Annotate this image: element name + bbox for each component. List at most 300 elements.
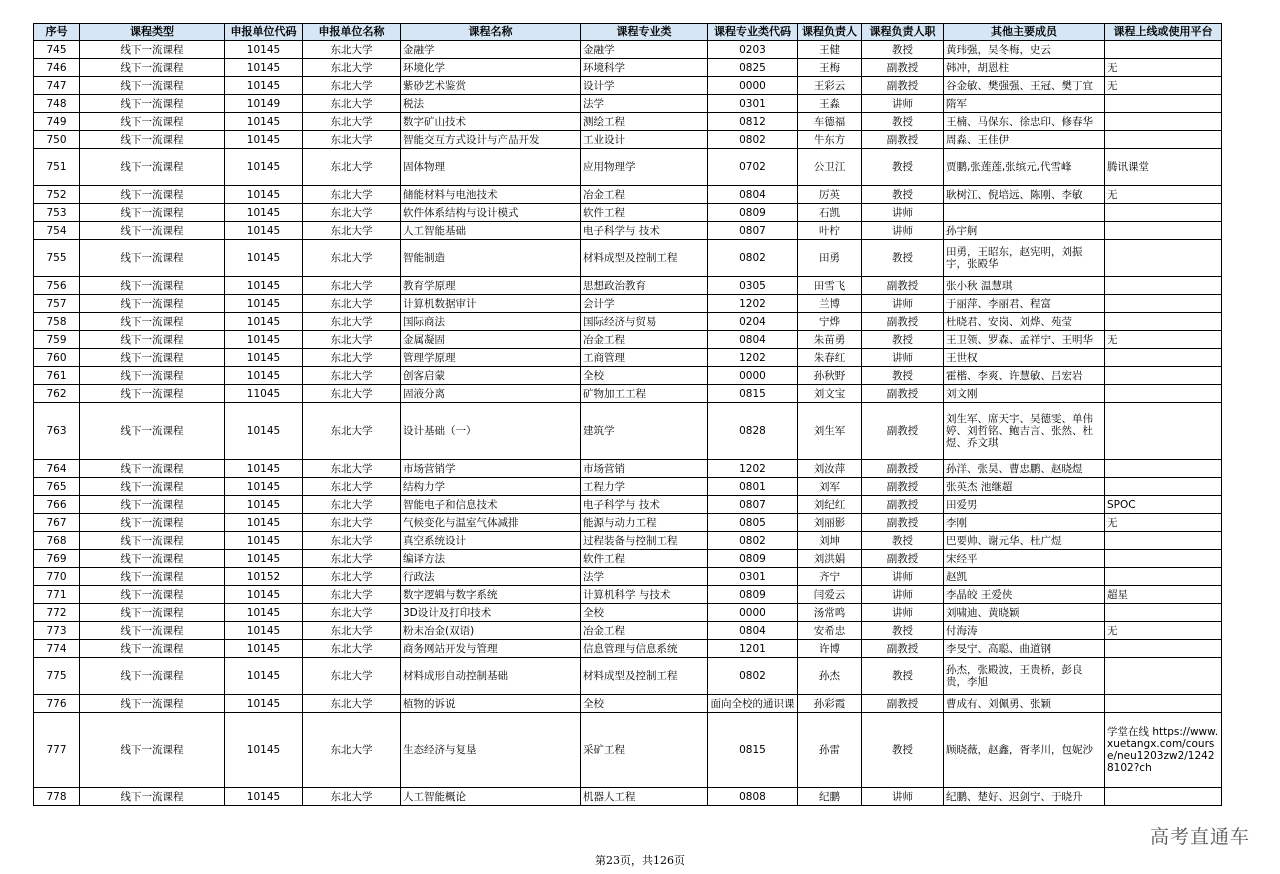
other-members-cell: 孙杰，张殿波，王贵桥，彭良贵，李旭 xyxy=(944,658,1105,695)
platform-cell xyxy=(1105,204,1222,222)
table-row xyxy=(34,460,1222,478)
col-header: 课程类型 xyxy=(80,24,225,41)
major-code-cell: 0802 xyxy=(708,532,798,550)
course-major-cell: 会计学 xyxy=(581,295,708,313)
course-type-cell: 线下一流课程 xyxy=(80,59,225,77)
row-number-cell: 754 xyxy=(34,222,80,240)
row-number-cell: 772 xyxy=(34,604,80,622)
course-lead-cell: 叶柠 xyxy=(798,222,862,240)
unit-code-cell: 10145 xyxy=(225,550,303,568)
lead-title-cell: 讲师 xyxy=(862,349,944,367)
col-header: 申报单位代码 xyxy=(225,24,303,41)
course-major-cell: 冶金工程 xyxy=(581,186,708,204)
lead-title-cell: 教授 xyxy=(862,331,944,349)
other-members-cell: 王楠、马保东、徐忠印、修春华 xyxy=(944,113,1105,131)
course-lead-cell: 王健 xyxy=(798,41,862,59)
course-type-cell: 线下一流课程 xyxy=(80,149,225,186)
course-lead-cell: 刘军 xyxy=(798,478,862,496)
other-members-cell: 顾晓薇，赵鑫，胥孝川，包妮沙 xyxy=(944,713,1105,788)
row-number-cell: 775 xyxy=(34,658,80,695)
course-type-cell: 线下一流课程 xyxy=(80,222,225,240)
row-number-cell: 757 xyxy=(34,295,80,313)
course-major-cell: 测绘工程 xyxy=(581,113,708,131)
unit-code-cell: 10145 xyxy=(225,277,303,295)
other-members-cell: 王世权 xyxy=(944,349,1105,367)
unit-name-cell: 东北大学 xyxy=(303,640,401,658)
lead-title-cell: 教授 xyxy=(862,41,944,59)
course-lead-cell: 石凯 xyxy=(798,204,862,222)
unit-code-cell: 10145 xyxy=(225,403,303,460)
platform-cell xyxy=(1105,349,1222,367)
row-number-cell: 750 xyxy=(34,131,80,149)
unit-code-cell: 10145 xyxy=(225,658,303,695)
other-members-cell: 宋经平 xyxy=(944,550,1105,568)
row-number-cell: 768 xyxy=(34,532,80,550)
major-code-cell: 0808 xyxy=(708,788,798,806)
major-code-cell: 1201 xyxy=(708,640,798,658)
course-name-cell: 真空系统设计 xyxy=(401,532,581,550)
major-code-cell: 0802 xyxy=(708,658,798,695)
major-code-cell: 0807 xyxy=(708,222,798,240)
table-row xyxy=(34,695,1222,713)
major-code-cell: 面向全校的通识课 xyxy=(708,695,798,713)
lead-title-cell: 副教授 xyxy=(862,496,944,514)
platform-cell xyxy=(1105,695,1222,713)
course-type-cell: 线下一流课程 xyxy=(80,41,225,59)
course-type-cell: 线下一流课程 xyxy=(80,331,225,349)
unit-name-cell: 东北大学 xyxy=(303,385,401,403)
table-row xyxy=(34,550,1222,568)
row-number-cell: 764 xyxy=(34,460,80,478)
table-row xyxy=(34,222,1222,240)
major-code-cell: 0825 xyxy=(708,59,798,77)
unit-code-cell: 10145 xyxy=(225,41,303,59)
table-row xyxy=(34,131,1222,149)
row-number-cell: 770 xyxy=(34,568,80,586)
course-major-cell: 冶金工程 xyxy=(581,331,708,349)
course-type-cell: 线下一流课程 xyxy=(80,349,225,367)
course-type-cell: 线下一流课程 xyxy=(80,385,225,403)
unit-name-cell: 东北大学 xyxy=(303,403,401,460)
major-code-cell: 0301 xyxy=(708,95,798,113)
platform-cell: 无 xyxy=(1105,331,1222,349)
other-members-cell: 曹成有、刘佩勇、张颖 xyxy=(944,695,1105,713)
table-row xyxy=(34,532,1222,550)
course-lead-cell: 宁烨 xyxy=(798,313,862,331)
platform-cell: SPOC xyxy=(1105,496,1222,514)
other-members-cell: 黄玮强，吴冬梅，史云 xyxy=(944,41,1105,59)
course-name-cell: 紫砂艺术鉴赏 xyxy=(401,77,581,95)
course-type-cell: 线下一流课程 xyxy=(80,658,225,695)
course-lead-cell: 纪鹏 xyxy=(798,788,862,806)
other-members-cell: 刘生军、席天宇、吴德雯、单伟婷、刘哲铭、鲍吉言、张然、杜煜、乔文琪 xyxy=(944,403,1105,460)
unit-name-cell: 东北大学 xyxy=(303,658,401,695)
row-number-cell: 773 xyxy=(34,622,80,640)
unit-code-cell: 10145 xyxy=(225,113,303,131)
course-name-cell: 人工智能概论 xyxy=(401,788,581,806)
course-name-cell: 3D设计及打印技术 xyxy=(401,604,581,622)
platform-cell: 无 xyxy=(1105,514,1222,532)
unit-name-cell: 东北大学 xyxy=(303,295,401,313)
unit-name-cell: 东北大学 xyxy=(303,713,401,788)
unit-code-cell: 10145 xyxy=(225,496,303,514)
unit-name-cell: 东北大学 xyxy=(303,222,401,240)
course-major-cell: 工业设计 xyxy=(581,131,708,149)
unit-name-cell: 东北大学 xyxy=(303,331,401,349)
unit-code-cell: 10145 xyxy=(225,186,303,204)
lead-title-cell: 教授 xyxy=(862,532,944,550)
course-lead-cell: 厉英 xyxy=(798,186,862,204)
course-lead-cell: 牛东方 xyxy=(798,131,862,149)
platform-cell xyxy=(1105,568,1222,586)
unit-name-cell: 东北大学 xyxy=(303,568,401,586)
course-major-cell: 矿物加工工程 xyxy=(581,385,708,403)
course-name-cell: 金融学 xyxy=(401,41,581,59)
course-lead-cell: 孙彩霞 xyxy=(798,695,862,713)
course-name-cell: 环境化学 xyxy=(401,59,581,77)
lead-title-cell: 教授 xyxy=(862,367,944,385)
course-name-cell: 植物的诉说 xyxy=(401,695,581,713)
unit-code-cell: 10145 xyxy=(225,586,303,604)
unit-code-cell: 10145 xyxy=(225,640,303,658)
table-row xyxy=(34,41,1222,59)
course-type-cell: 线下一流课程 xyxy=(80,550,225,568)
unit-name-cell: 东北大学 xyxy=(303,59,401,77)
table-row xyxy=(34,77,1222,95)
major-code-cell: 0809 xyxy=(708,586,798,604)
col-header: 其他主要成员 xyxy=(944,24,1105,41)
platform-cell xyxy=(1105,113,1222,131)
unit-code-cell: 10145 xyxy=(225,349,303,367)
unit-name-cell: 东北大学 xyxy=(303,496,401,514)
course-major-cell: 国际经济与贸易 xyxy=(581,313,708,331)
course-type-cell: 线下一流课程 xyxy=(80,113,225,131)
major-code-cell: 0809 xyxy=(708,550,798,568)
course-lead-cell: 车德福 xyxy=(798,113,862,131)
col-header: 序号 xyxy=(34,24,80,41)
course-major-cell: 过程装备与控制工程 xyxy=(581,532,708,550)
lead-title-cell: 副教授 xyxy=(862,640,944,658)
row-number-cell: 758 xyxy=(34,313,80,331)
unit-code-cell: 10145 xyxy=(225,367,303,385)
table-row xyxy=(34,622,1222,640)
other-members-cell: 赵凯 xyxy=(944,568,1105,586)
course-lead-cell: 朱春红 xyxy=(798,349,862,367)
major-code-cell: 0812 xyxy=(708,113,798,131)
course-lead-cell: 安希忠 xyxy=(798,622,862,640)
table-row xyxy=(34,640,1222,658)
lead-title-cell: 讲师 xyxy=(862,586,944,604)
table-row xyxy=(34,403,1222,460)
major-code-cell: 0809 xyxy=(708,204,798,222)
lead-title-cell: 讲师 xyxy=(862,568,944,586)
course-name-cell: 软件体系结构与设计模式 xyxy=(401,204,581,222)
course-name-cell: 粉末冶金(双语) xyxy=(401,622,581,640)
lead-title-cell: 讲师 xyxy=(862,204,944,222)
table-row xyxy=(34,149,1222,186)
course-lead-cell: 孙雷 xyxy=(798,713,862,788)
course-lead-cell: 刘文宝 xyxy=(798,385,862,403)
col-header: 课程专业类代码 xyxy=(708,24,798,41)
platform-cell xyxy=(1105,550,1222,568)
lead-title-cell: 副教授 xyxy=(862,550,944,568)
unit-name-cell: 东北大学 xyxy=(303,514,401,532)
unit-code-cell: 10145 xyxy=(225,532,303,550)
course-type-cell: 线下一流课程 xyxy=(80,403,225,460)
unit-code-cell: 10145 xyxy=(225,222,303,240)
row-number-cell: 759 xyxy=(34,331,80,349)
unit-code-cell: 10145 xyxy=(225,713,303,788)
table-row xyxy=(34,95,1222,113)
major-code-cell: 0804 xyxy=(708,622,798,640)
lead-title-cell: 讲师 xyxy=(862,604,944,622)
row-number-cell: 746 xyxy=(34,59,80,77)
table-row xyxy=(34,658,1222,695)
course-name-cell: 计算机数据审计 xyxy=(401,295,581,313)
course-type-cell: 线下一流课程 xyxy=(80,186,225,204)
table-row xyxy=(34,367,1222,385)
platform-cell xyxy=(1105,295,1222,313)
course-lead-cell: 公卫江 xyxy=(798,149,862,186)
row-number-cell: 774 xyxy=(34,640,80,658)
platform-cell: 无 xyxy=(1105,622,1222,640)
other-members-cell: 付海涛 xyxy=(944,622,1105,640)
lead-title-cell: 副教授 xyxy=(862,77,944,95)
row-number-cell: 756 xyxy=(34,277,80,295)
course-major-cell: 机器人工程 xyxy=(581,788,708,806)
major-code-cell: 1202 xyxy=(708,460,798,478)
row-number-cell: 771 xyxy=(34,586,80,604)
unit-code-cell: 10145 xyxy=(225,478,303,496)
table-row xyxy=(34,313,1222,331)
other-members-cell: 纪鹏、楚好、迟剑宁、于晓升 xyxy=(944,788,1105,806)
unit-code-cell: 10145 xyxy=(225,240,303,277)
unit-code-cell: 10145 xyxy=(225,131,303,149)
other-members-cell: 隋军 xyxy=(944,95,1105,113)
table-row xyxy=(34,295,1222,313)
course-lead-cell: 齐宁 xyxy=(798,568,862,586)
row-number-cell: 766 xyxy=(34,496,80,514)
lead-title-cell: 副教授 xyxy=(862,277,944,295)
lead-title-cell: 副教授 xyxy=(862,385,944,403)
unit-name-cell: 东北大学 xyxy=(303,550,401,568)
row-number-cell: 777 xyxy=(34,713,80,788)
course-major-cell: 工程力学 xyxy=(581,478,708,496)
other-members-cell: 巴要帅、谢元华、杜广煜 xyxy=(944,532,1105,550)
course-name-cell: 固体物理 xyxy=(401,149,581,186)
other-members-cell: 刘啸迪、黄晓颖 xyxy=(944,604,1105,622)
col-header: 申报单位名称 xyxy=(303,24,401,41)
col-header: 课程名称 xyxy=(401,24,581,41)
course-name-cell: 行政法 xyxy=(401,568,581,586)
other-members-cell: 贾鹏,张莲莲,张缤元,代雪峰 xyxy=(944,149,1105,186)
course-lead-cell: 王彩云 xyxy=(798,77,862,95)
table-row xyxy=(34,568,1222,586)
major-code-cell: 0203 xyxy=(708,41,798,59)
unit-name-cell: 东北大学 xyxy=(303,131,401,149)
course-major-cell: 冶金工程 xyxy=(581,622,708,640)
course-major-cell: 电子科学与 技术 xyxy=(581,496,708,514)
platform-cell: 腾讯课堂 xyxy=(1105,149,1222,186)
course-major-cell: 能源与动力工程 xyxy=(581,514,708,532)
table-row xyxy=(34,331,1222,349)
other-members-cell: 田勇，王昭东，赵宪明，刘振宇，张殿华 xyxy=(944,240,1105,277)
table-row xyxy=(34,788,1222,806)
lead-title-cell: 教授 xyxy=(862,713,944,788)
course-lead-cell: 汤常鸣 xyxy=(798,604,862,622)
table-row xyxy=(34,240,1222,277)
major-code-cell: 0000 xyxy=(708,367,798,385)
unit-code-cell: 10145 xyxy=(225,695,303,713)
course-table xyxy=(33,23,1222,806)
course-name-cell: 编译方法 xyxy=(401,550,581,568)
course-name-cell: 税法 xyxy=(401,95,581,113)
course-lead-cell: 朱苗勇 xyxy=(798,331,862,349)
major-code-cell: 0305 xyxy=(708,277,798,295)
unit-code-cell: 10149 xyxy=(225,95,303,113)
other-members-cell: 孙宇舸 xyxy=(944,222,1105,240)
platform-cell: 学堂在线 https://www.xuetangx.com/course/neu1203zw2/12428102?ch xyxy=(1105,713,1222,788)
course-major-cell: 工商管理 xyxy=(581,349,708,367)
course-name-cell: 数字逻辑与数字系统 xyxy=(401,586,581,604)
course-type-cell: 线下一流课程 xyxy=(80,568,225,586)
course-lead-cell: 许博 xyxy=(798,640,862,658)
row-number-cell: 748 xyxy=(34,95,80,113)
course-type-cell: 线下一流课程 xyxy=(80,586,225,604)
course-lead-cell: 田雪飞 xyxy=(798,277,862,295)
other-members-cell: 王卫领、罗森、孟祥宁、王明华 xyxy=(944,331,1105,349)
course-type-cell: 线下一流课程 xyxy=(80,460,225,478)
major-code-cell: 0805 xyxy=(708,514,798,532)
course-lead-cell: 王梅 xyxy=(798,59,862,77)
course-lead-cell: 孙秋野 xyxy=(798,367,862,385)
platform-cell xyxy=(1105,277,1222,295)
course-major-cell: 设计学 xyxy=(581,77,708,95)
major-code-cell: 0807 xyxy=(708,496,798,514)
course-lead-cell: 刘丽影 xyxy=(798,514,862,532)
lead-title-cell: 副教授 xyxy=(862,313,944,331)
platform-cell: 无 xyxy=(1105,59,1222,77)
course-lead-cell: 刘纪红 xyxy=(798,496,862,514)
major-code-cell: 0802 xyxy=(708,131,798,149)
major-code-cell: 1202 xyxy=(708,349,798,367)
major-code-cell: 0000 xyxy=(708,77,798,95)
lead-title-cell: 教授 xyxy=(862,658,944,695)
row-number-cell: 767 xyxy=(34,514,80,532)
major-code-cell: 0802 xyxy=(708,240,798,277)
course-name-cell: 结构力学 xyxy=(401,478,581,496)
platform-cell xyxy=(1105,478,1222,496)
row-number-cell: 765 xyxy=(34,478,80,496)
unit-name-cell: 东北大学 xyxy=(303,204,401,222)
course-name-cell: 气候变化与温室气体减排 xyxy=(401,514,581,532)
course-lead-cell: 刘汝萍 xyxy=(798,460,862,478)
course-lead-cell: 田勇 xyxy=(798,240,862,277)
course-lead-cell: 孙杰 xyxy=(798,658,862,695)
platform-cell xyxy=(1105,367,1222,385)
course-type-cell: 线下一流课程 xyxy=(80,367,225,385)
unit-name-cell: 东北大学 xyxy=(303,532,401,550)
course-type-cell: 线下一流课程 xyxy=(80,277,225,295)
major-code-cell: 1202 xyxy=(708,295,798,313)
col-header: 课程负责人 xyxy=(798,24,862,41)
lead-title-cell: 教授 xyxy=(862,186,944,204)
other-members-cell: 霍楷、李爽、许慧敏、吕宏岩 xyxy=(944,367,1105,385)
platform-cell xyxy=(1105,604,1222,622)
row-number-cell: 776 xyxy=(34,695,80,713)
unit-name-cell: 东北大学 xyxy=(303,240,401,277)
major-code-cell: 0815 xyxy=(708,385,798,403)
course-type-cell: 线下一流课程 xyxy=(80,713,225,788)
major-code-cell: 0204 xyxy=(708,313,798,331)
course-type-cell: 线下一流课程 xyxy=(80,204,225,222)
course-lead-cell: 刘坤 xyxy=(798,532,862,550)
major-code-cell: 0000 xyxy=(708,604,798,622)
platform-cell xyxy=(1105,41,1222,59)
unit-name-cell: 东北大学 xyxy=(303,604,401,622)
table-row xyxy=(34,277,1222,295)
course-lead-cell: 刘洪娟 xyxy=(798,550,862,568)
course-type-cell: 线下一流课程 xyxy=(80,604,225,622)
row-number-cell: 749 xyxy=(34,113,80,131)
course-major-cell: 材料成型及控制工程 xyxy=(581,658,708,695)
col-header: 课程负责人职 xyxy=(862,24,944,41)
course-type-cell: 线下一流课程 xyxy=(80,622,225,640)
platform-cell xyxy=(1105,131,1222,149)
unit-name-cell: 东北大学 xyxy=(303,622,401,640)
page-footer: 第23页，共126页 xyxy=(595,854,685,867)
platform-cell xyxy=(1105,460,1222,478)
unit-name-cell: 东北大学 xyxy=(303,460,401,478)
course-name-cell: 生态经济与复垦 xyxy=(401,713,581,788)
unit-code-cell: 10145 xyxy=(225,604,303,622)
other-members-cell: 李旻宁、高聪、曲道钢 xyxy=(944,640,1105,658)
other-members-cell: 杜晓君、安岗、刘烨、苑莹 xyxy=(944,313,1105,331)
lead-title-cell: 副教授 xyxy=(862,695,944,713)
table-row xyxy=(34,186,1222,204)
table-row xyxy=(34,113,1222,131)
other-members-cell xyxy=(944,204,1105,222)
platform-cell: 无 xyxy=(1105,186,1222,204)
table-row xyxy=(34,713,1222,788)
row-number-cell: 755 xyxy=(34,240,80,277)
unit-code-cell: 10145 xyxy=(225,295,303,313)
table-row xyxy=(34,204,1222,222)
unit-name-cell: 东北大学 xyxy=(303,313,401,331)
other-members-cell: 李晶皎 王爱侠 xyxy=(944,586,1105,604)
course-type-cell: 线下一流课程 xyxy=(80,640,225,658)
row-number-cell: 763 xyxy=(34,403,80,460)
major-code-cell: 0804 xyxy=(708,186,798,204)
unit-code-cell: 10145 xyxy=(225,788,303,806)
course-type-cell: 线下一流课程 xyxy=(80,313,225,331)
table-row xyxy=(34,478,1222,496)
lead-title-cell: 讲师 xyxy=(862,788,944,806)
lead-title-cell: 副教授 xyxy=(862,478,944,496)
course-type-cell: 线下一流课程 xyxy=(80,532,225,550)
unit-code-cell: 10145 xyxy=(225,622,303,640)
course-type-cell: 线下一流课程 xyxy=(80,240,225,277)
row-number-cell: 778 xyxy=(34,788,80,806)
course-name-cell: 管理学原理 xyxy=(401,349,581,367)
platform-cell xyxy=(1105,658,1222,695)
platform-cell xyxy=(1105,532,1222,550)
course-major-cell: 法学 xyxy=(581,568,708,586)
other-members-cell: 耿树江、倪培远、陈刚、李敏 xyxy=(944,186,1105,204)
course-major-cell: 思想政治教育 xyxy=(581,277,708,295)
other-members-cell: 孙洋、张昊、曹忠鹏、赵晓煜 xyxy=(944,460,1105,478)
course-type-cell: 线下一流课程 xyxy=(80,788,225,806)
